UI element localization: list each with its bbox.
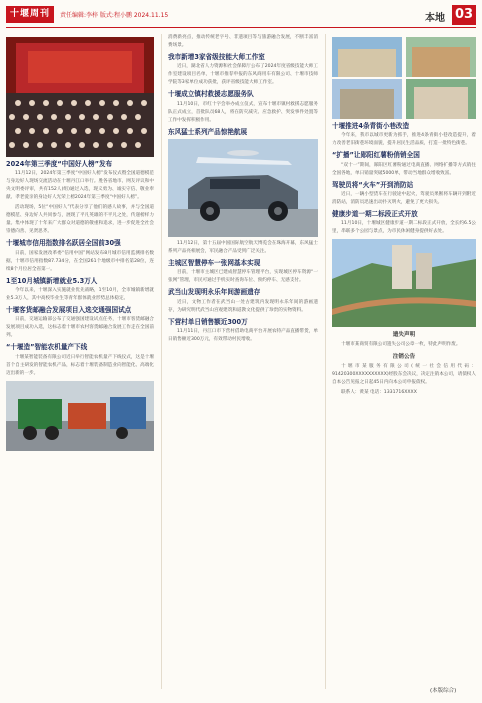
notice-title: 遗失声明 xyxy=(392,332,416,339)
paragraph: “双十一”期间，郧阳区红薯粉通过电商直播、网络扩播等方式销往全国各地，单日销量突破5000单，带动当地群众增收致富。 xyxy=(332,162,476,176)
column-divider xyxy=(161,34,162,689)
airshow-vehicle-photo xyxy=(168,139,318,237)
headline: 十堰客货邮融合发展项目入选交通强国试点 xyxy=(6,306,132,315)
walkway-photo xyxy=(332,239,476,327)
headline: 武当山发现明永乐年间游画遗存 xyxy=(168,288,261,297)
ceremony-photo xyxy=(6,37,154,157)
column-1 xyxy=(6,34,154,689)
paragraph: 11月10日，十堰城区健康步道一期二标段正式开放，全长约6.5公里，串联多个公园与景点，为市民休闲健身提供好去处。 xyxy=(332,221,476,235)
paragraph: 11月12日，2024年第三季度“中国好人榜”发布仪式暨全国道德模范与身边好人现场交流活动在十堰丹江口举行。胜各省地市、网友评议和中央文明委评审，共有152人(组)通过入选，现义勇为、诚实守信、敬业奉献、孝老爱亲的身边好人光荣上榜2024年第三季度“中国好人榜”。 xyxy=(6,171,154,201)
paragraph: 目前，十堰市主城区已建成智慧停车管理平台，实现城区停车资源“一张网”管理，市民可通过手机实时查询车位、预约停车、无感支付。 xyxy=(168,270,318,284)
paragraph: 近日，一辆小型货车在行驶途中起火，驾驶员果断将车辆开到附近消防站，消防员迅速出动扑灭明火，避免了更大损失。 xyxy=(332,191,476,205)
paper-logo: 十堰周刊 xyxy=(6,6,54,23)
paragraph: 今年以来，十堰深入实施就业优先战略，1至10月，全市城镇新增就业5.3万人，其中高校毕业生等青年群体就业形势总体稳定。 xyxy=(6,288,154,302)
paragraph: 日前，国家发展改革委“信用中国”网站发布8月城市信用监测排名数据，十堰市信用指数87.734分，在全国261个地级市中排名第28位，连续8个月位居全省第一。 xyxy=(6,250,154,272)
headline: “扩播”让郧阳红薯粉俏销全国 xyxy=(332,151,420,160)
headline: 十堰城市信用指数排名跃居全国前30强 xyxy=(6,239,121,248)
source-note: (本版综合) xyxy=(430,688,457,694)
headline: 2024年第三季度“中国好人榜”发布 xyxy=(6,160,113,168)
paragraph: 11月10日，市红十字会举办成立仪式，宣布十堰市镇村救援志愿服务队正式成立，首批队员68人，将在防灾减灾、应急救护、突发事件处置等工作中发挥积极作用。 xyxy=(168,101,318,123)
headline: “十堰造”智能农机量产下线 xyxy=(6,343,88,352)
paragraph: 11月12日，第十五届中国国际航空航天博览会在珠海开幕，东风猛士系列产品亮相展会，军民融合产品受到广泛关注。 xyxy=(168,240,318,254)
headline: 驾驶员将“火车”开到消防站 xyxy=(332,180,414,189)
paragraph: 11月11日，丹江口市下营村借助电商平台开展农特产品直播带货，单日销售额近300万元，有效带动村民增收。 xyxy=(168,328,318,342)
column-divider xyxy=(325,34,326,689)
factory-photo xyxy=(6,381,154,451)
headline: 十堰成立镇村救援志愿服务队 xyxy=(168,90,254,99)
notice-text: 十堰市某商贸有限公司遗失公司公章一枚，特此声明作废。 xyxy=(341,342,461,348)
column-2 xyxy=(168,34,318,689)
paragraph: 活动现场，5位“中国好人”代表分享了他们的感人故事，并与全国道德模范、身边好人共同参与，展现了平凡英雄的不平凡之处，传递榜样力量。集中体现了十年来广大群众对道德的敬重和追求，进一步促进全社会崇德向善、见贤思齐。 xyxy=(6,205,154,235)
page-number: 03 xyxy=(452,5,476,25)
column-3 xyxy=(332,34,476,689)
paragraph: 今年来，我市以城市更新为抓手，推进4条青街小巷改造提升，着力改善老旧街巷环境面貌，提升居民生活品质，打造一批特色街巷。 xyxy=(332,133,476,147)
paragraph: 近日，湖北省人力资源和社会保障厅公布了2024年度省级技能大师工作室建设项目名单，十堰市推荐申报的东风商用车有限公司、十堰市技师学院等3家单位成功获批，获评省级技能大师工作室。 xyxy=(168,64,318,86)
paragraph: 近日，文物工作者在武当山一处古建筑内发现明永乐年间的游画遗存，为研究明代武当山宫观建筑和道教文化提供了珍贵的实物资料。 xyxy=(168,299,318,313)
header-rule xyxy=(6,27,476,28)
paragraph: 日前，交通运输部公布了交通强国建设试点任务，十堰市客货邮融合发展项目成功入选，这标志着十堰市农村客货邮融合发展工作走在全国前列。 xyxy=(6,317,154,339)
notice-text: 联系人：黄某 电话：1331716XXXX xyxy=(341,390,417,396)
headline: 东风猛士系列产品惊艳航展 xyxy=(168,127,248,136)
headline: 我市新增3家省级技能大师工作室 xyxy=(168,53,265,62)
editor-info: 责任编辑:李梓 版式:程小鹏 2024.11.15 xyxy=(60,12,169,19)
headline: 主城区智慧停车一张网基本实现 xyxy=(168,259,261,268)
paragraph: 消费新亮点，推动传统老字号、非遗项目等与旅游融合发展，不断丰富消费场景。 xyxy=(168,35,318,49)
edition-label: 本地 xyxy=(425,13,445,24)
street-photos xyxy=(332,37,476,119)
notice-title: 注销公告 xyxy=(392,354,416,361)
headline: 下营村单日销售额近300万 xyxy=(168,317,248,326)
headline: 健康步道一期二标段正式开放 xyxy=(332,209,418,218)
headline: 1至10月城镇新增就业5.3万人 xyxy=(6,276,98,285)
headline: 十堰推进4条青街小巷改造 xyxy=(332,122,410,130)
paragraph: 十堰某智能装备有限公司近日举行智能农机量产下线仪式，这是十堰首个自主研发的智能农机产品，标志着十堰装备制造业向智能化、高端化迈出新的一步。 xyxy=(6,354,154,376)
notice-text: 十堰市某服务有限公司(统一社会信用代码：91420300XXXXXXXXXX)经股东会决议，决定注销本公司，请债权人自本公告见报之日起45日内向本公司申报债权。 xyxy=(332,364,476,386)
